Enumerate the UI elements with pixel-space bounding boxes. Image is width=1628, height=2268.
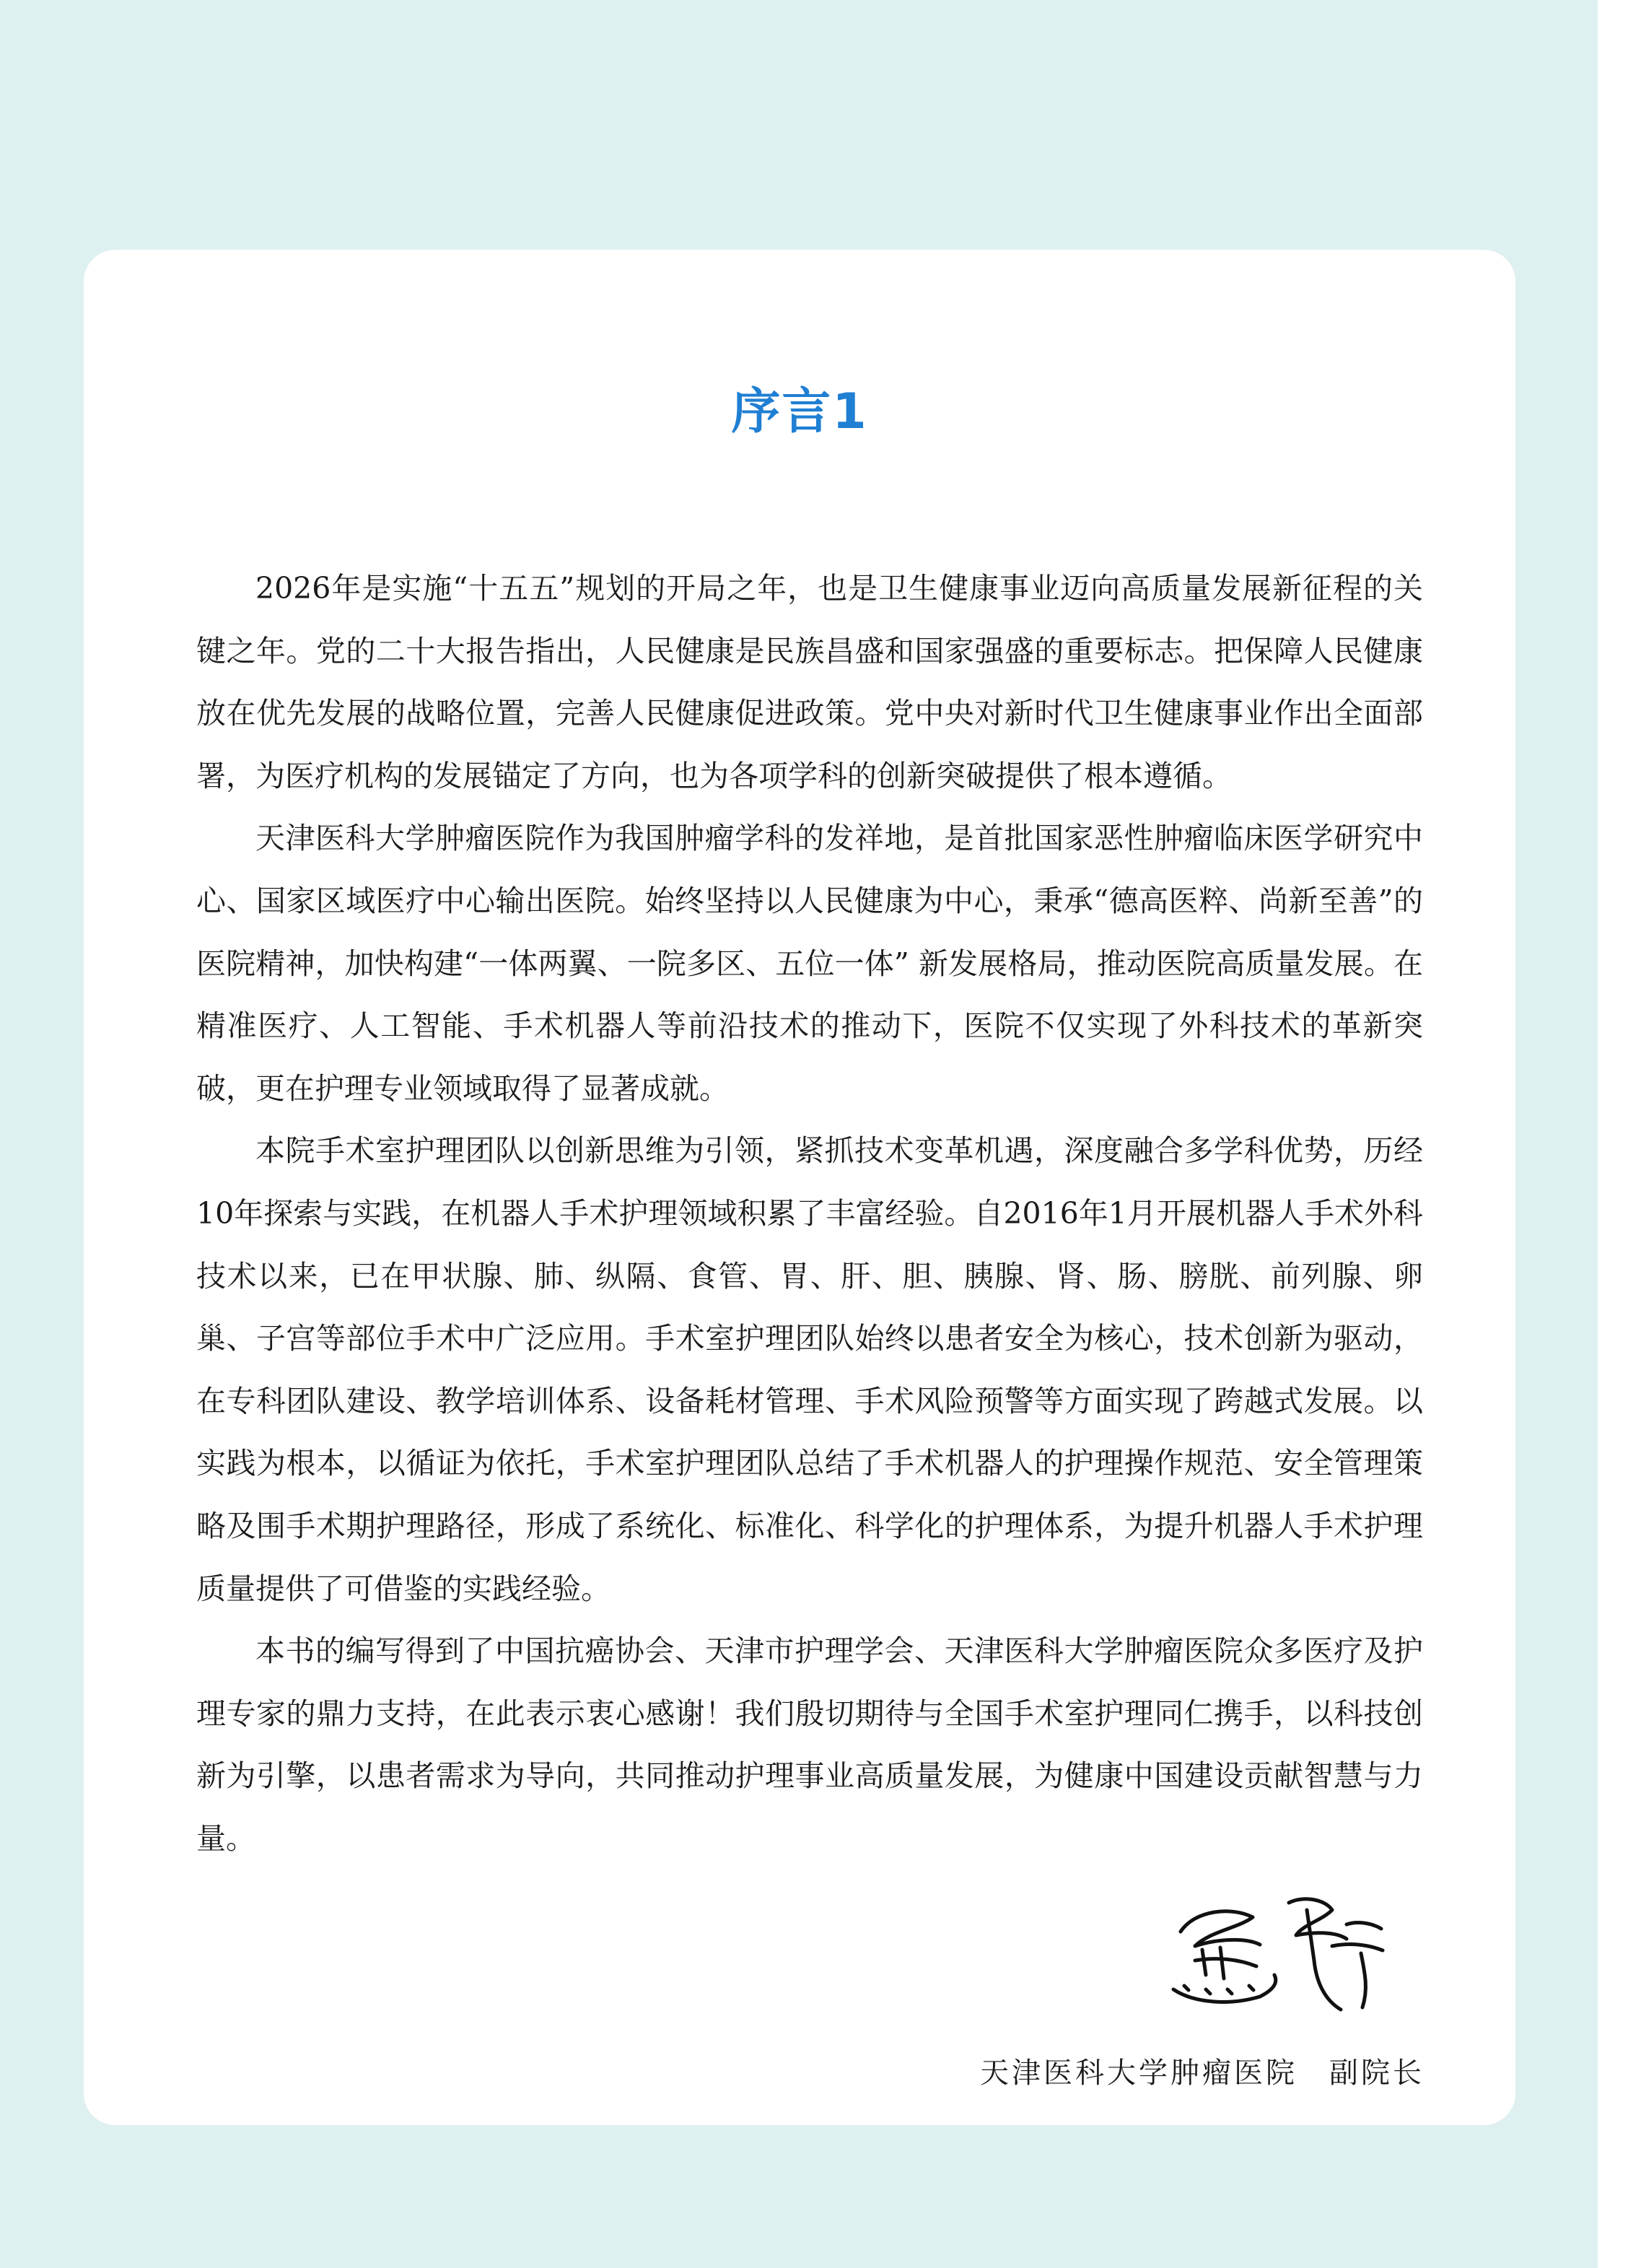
handwritten-signature [1152,1881,1412,2018]
preface-card [84,250,1515,2125]
paragraph-1: 2026年是实施“十五五”规划的开局之年，也是卫生健康事业迈向高质量发展新征程的关键之年。党的二十大报告指出，人民健康是民族昌盛和国家强盛的重要标志。把保障人民健康放在优先发展的战略位置，完善人民健康促进政策。党中央对新时代卫生健康事业作出全面部署，为医疗机构的发展锚定了方向，也为各项学科的创新突破提供了根本遵循。 [196,571,1423,793]
signer-title: 天津医科大学肿瘤医院 副院长 [980,2057,1424,2090]
preface-body [196,557,1423,1870]
page-title: 序言1 [731,383,868,440]
paragraph-4: 本书的编写得到了中国抗癌协会、天津市护理学会、天津医科大学肿瘤医院众多医疗及护理专家的鼎力支持，在此表示衷心感谢！我们殷切期待与全国手术室护理同仁携手，以科技创新为引擎，以患者需求为导向，共同推动护理事业高质量发展，为健康中国建设贡献智慧与力量。 [196,1634,1423,1856]
page-edge [1598,0,1628,2268]
paragraph-3: 本院手术室护理团队以创新思维为引领，紧抓技术变革机遇，深度融合多学科优势，历经10年探索与实践，在机器人手术护理领域积累了丰富经验。自2016年1月开展机器人手术外科技术以来，已在甲状腺、肺、纵隔、食管、胃、肝、胆、胰腺、肾、肠、膀胱、前列腺、卵巢、子宫等部位手术中广泛应用。手术室护理团队始终以患者安全为核心，技术创新为驱动，在专科团队建设、教学培训体系、设备耗材管理、手术风险预警等方面实现了跨越式发展。以实践为根本，以循证为依托，手术室护理团队总结了手术机器人的护理操作规范、安全管理策略及围手术期护理路径，形成了系统化、标准化、科学化的护理体系，为提升机器人手术护理质量提供了可借鉴的实践经验。 [196,1133,1423,1606]
paragraph-2: 天津医科大学肿瘤医院作为我国肿瘤学科的发祥地，是首批国家恶性肿瘤临床医学研究中心、国家区域医疗中心输出医院。始终坚持以人民健康为中心，秉承“德高医粹、尚新至善”的医院精神，加快构建“一体两翼、一院多区、五位一体” 新发展格局，推动医院高质量发展。在精准医疗、人工智能、手术机器人等前沿技术的推动下，医院不仅实现了外科技术的革新突破，更在护理专业领域取得了显著成就。 [196,821,1423,1106]
